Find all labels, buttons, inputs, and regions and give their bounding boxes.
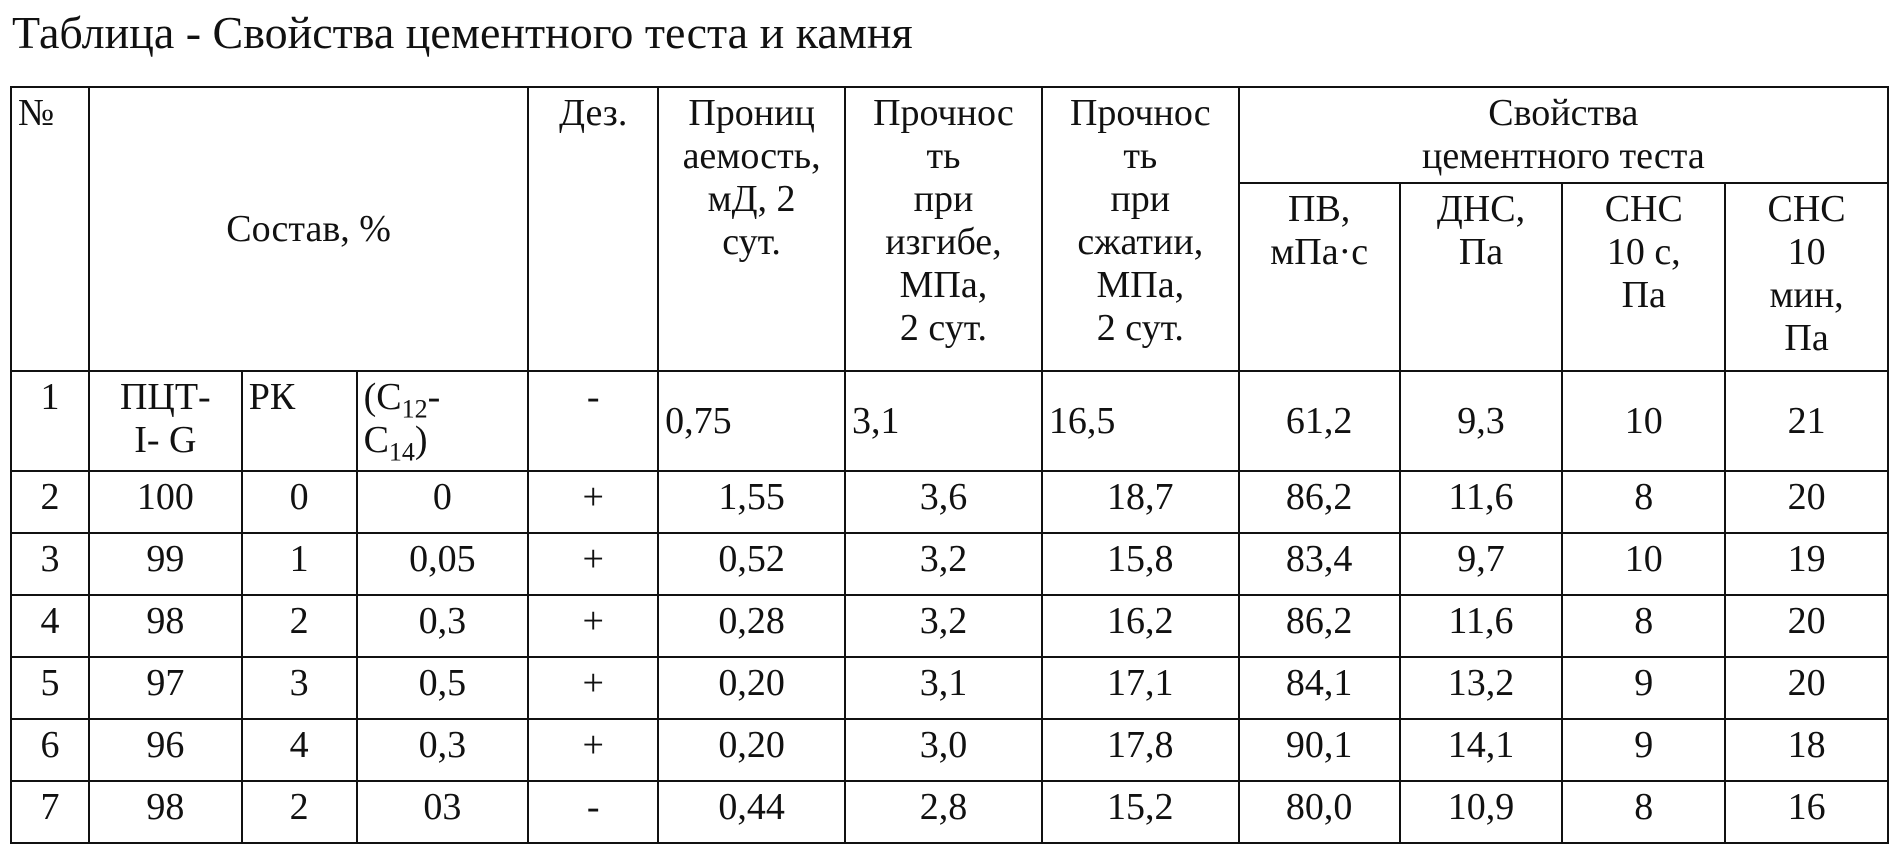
component-alcohol-sub: 12 <box>401 394 428 424</box>
header-pv <box>1239 183 1400 371</box>
header-comp-line: ть <box>1123 135 1158 177</box>
cell-num: 2 <box>11 471 89 533</box>
cell-permeability: 0,52 <box>658 533 845 595</box>
cell-bending: 3,6 <box>845 471 1042 533</box>
header-perm-line: мД, 2 <box>707 178 796 220</box>
cell-sns-10min: 19 <box>1725 533 1888 595</box>
cell-num: 5 <box>11 657 89 719</box>
header-bend-line: при <box>913 178 974 220</box>
cell-permeability: 0,75 <box>658 371 845 471</box>
cell-alcohol: 0,5 <box>357 657 529 719</box>
cell-sns-10s: 8 <box>1562 595 1725 657</box>
cell-permeability: 0,28 <box>658 595 845 657</box>
header-num: № <box>11 87 89 371</box>
cell-rk: 3 <box>242 657 357 719</box>
cell-pv: 90,1 <box>1239 719 1400 781</box>
header-comp-line: 2 сут. <box>1096 307 1184 349</box>
cell-sns-10min: 21 <box>1725 371 1888 471</box>
cell-num: 4 <box>11 595 89 657</box>
component-alcohol-part: C <box>363 419 389 461</box>
table-caption: Таблица - Свойства цементного теста и камня <box>12 7 913 58</box>
header-bend-line: ть <box>926 135 961 177</box>
cement-properties-table <box>10 86 1889 844</box>
cell-dez: + <box>528 719 658 781</box>
component-cement-label <box>89 371 242 471</box>
header-compressive-strength <box>1042 87 1239 371</box>
header-dns-line: Па <box>1458 231 1504 273</box>
cell-dns: 9,3 <box>1400 371 1563 471</box>
component-cement-line: ПЦТ- <box>119 376 211 418</box>
component-rk-label: РК <box>242 371 357 471</box>
cell-bending: 3,1 <box>845 657 1042 719</box>
header-pv-line: ПВ, <box>1288 188 1351 230</box>
header-sns10s-line: 10 с, <box>1606 231 1681 273</box>
cell-bending: 2,8 <box>845 781 1042 843</box>
cell-cement: 100 <box>89 471 242 533</box>
header-perm-line: аемость, <box>682 135 821 177</box>
cell-compressive: 17,1 <box>1042 657 1239 719</box>
table-row <box>11 657 1888 719</box>
table-row <box>11 371 1888 471</box>
header-bending-strength <box>845 87 1042 371</box>
cell-pv: 86,2 <box>1239 471 1400 533</box>
header-comp-line: при <box>1110 178 1171 220</box>
component-alcohol-part: ) <box>414 419 428 461</box>
table-row <box>11 533 1888 595</box>
cell-dez: + <box>528 595 658 657</box>
cell-alcohol: 0,05 <box>357 533 529 595</box>
cell-bending: 3,2 <box>845 595 1042 657</box>
cell-cement: 97 <box>89 657 242 719</box>
header-sns10m-line: 10 <box>1787 231 1826 273</box>
header-bend-line: изгибе, <box>885 221 1002 263</box>
component-alcohol-part: - <box>427 376 441 418</box>
header-row-top <box>11 87 1888 183</box>
cell-dns: 11,6 <box>1400 471 1563 533</box>
cell-alcohol: 0,3 <box>357 595 529 657</box>
cell-bending: 3,1 <box>845 371 1042 471</box>
cell-compressive: 15,2 <box>1042 781 1239 843</box>
cell-sns-10min: 20 <box>1725 595 1888 657</box>
cell-rk: 1 <box>242 533 357 595</box>
cell-permeability: 0,20 <box>658 719 845 781</box>
cell-cement: 98 <box>89 595 242 657</box>
header-sns10s-line: Па <box>1621 274 1666 316</box>
cell-pv: 86,2 <box>1239 595 1400 657</box>
cell-dns: 11,6 <box>1400 595 1563 657</box>
header-perm-line: Прониц <box>688 92 815 134</box>
cell-rk: 2 <box>242 781 357 843</box>
table-row <box>11 719 1888 781</box>
table-row <box>11 595 1888 657</box>
cell-dns: 9,7 <box>1400 533 1563 595</box>
component-alcohol-label <box>357 371 529 471</box>
component-alcohol-part: (C <box>363 376 402 418</box>
cell-alcohol: 0 <box>357 471 529 533</box>
header-bend-line: Прочнос <box>873 92 1014 134</box>
header-sns10m-line: Па <box>1784 317 1829 359</box>
header-dns-line: ДНС, <box>1436 188 1526 230</box>
cell-dez: - <box>528 781 658 843</box>
component-cement-line: I- G <box>134 419 197 461</box>
header-comp-line: МПа, <box>1096 264 1185 306</box>
header-perm-line: сут. <box>722 221 781 263</box>
header-sns10s-line: СНС <box>1604 188 1683 230</box>
cell-sns-10min: 20 <box>1725 471 1888 533</box>
cell-sns-10s: 8 <box>1562 781 1725 843</box>
cell-sns-10s: 10 <box>1562 371 1725 471</box>
cell-sns-10s: 9 <box>1562 657 1725 719</box>
cell-num: 7 <box>11 781 89 843</box>
cell-pv: 61,2 <box>1239 371 1400 471</box>
header-comp-line: сжатии, <box>1077 221 1204 263</box>
cell-sns-10s: 10 <box>1562 533 1725 595</box>
cell-compressive: 17,8 <box>1042 719 1239 781</box>
header-pv-line: мПа·с <box>1270 231 1369 273</box>
header-paste-line: цементного теста <box>1421 135 1705 177</box>
cell-num: 1 <box>11 371 89 471</box>
header-composition: Состав, % <box>89 87 528 371</box>
header-paste-line: Свойства <box>1488 92 1639 134</box>
cell-sns-10min: 20 <box>1725 657 1888 719</box>
cell-bending: 3,0 <box>845 719 1042 781</box>
cell-permeability: 0,44 <box>658 781 845 843</box>
component-alcohol-sub: 14 <box>388 437 415 467</box>
cell-dez: + <box>528 471 658 533</box>
cell-sns-10s: 9 <box>1562 719 1725 781</box>
header-bend-line: 2 сут. <box>899 307 987 349</box>
cell-dez: + <box>528 657 658 719</box>
cell-cement: 96 <box>89 719 242 781</box>
header-dez: Дез. <box>528 87 658 371</box>
cell-pv: 84,1 <box>1239 657 1400 719</box>
cell-pv: 83,4 <box>1239 533 1400 595</box>
cell-permeability: 0,20 <box>658 657 845 719</box>
cell-dns: 10,9 <box>1400 781 1563 843</box>
cell-pv: 80,0 <box>1239 781 1400 843</box>
cell-sns-10min: 18 <box>1725 719 1888 781</box>
header-paste-properties <box>1239 87 1888 183</box>
cell-alcohol: 0,3 <box>357 719 529 781</box>
header-permeability <box>658 87 845 371</box>
cell-cement: 98 <box>89 781 242 843</box>
cell-compressive: 16,2 <box>1042 595 1239 657</box>
cell-sns-10min: 16 <box>1725 781 1888 843</box>
cell-bending: 3,2 <box>845 533 1042 595</box>
cell-compressive: 15,8 <box>1042 533 1239 595</box>
header-sns10m-line: мин, <box>1769 274 1844 316</box>
cell-sns-10s: 8 <box>1562 471 1725 533</box>
table-row <box>11 781 1888 843</box>
header-bend-line: МПа, <box>899 264 988 306</box>
cell-compressive: 16,5 <box>1042 371 1239 471</box>
header-sns-10s <box>1562 183 1725 371</box>
cell-rk: 2 <box>242 595 357 657</box>
cell-compressive: 18,7 <box>1042 471 1239 533</box>
cell-num: 6 <box>11 719 89 781</box>
header-sns-10min <box>1725 183 1888 371</box>
cell-dns: 14,1 <box>1400 719 1563 781</box>
cell-num: 3 <box>11 533 89 595</box>
header-comp-line: Прочнос <box>1069 92 1211 134</box>
cell-rk: 4 <box>242 719 357 781</box>
header-dns <box>1400 183 1563 371</box>
cell-dez: + <box>528 533 658 595</box>
cell-dez: - <box>528 371 658 471</box>
cell-permeability: 1,55 <box>658 471 845 533</box>
table-row <box>11 471 1888 533</box>
cell-dns: 13,2 <box>1400 657 1563 719</box>
cell-rk: 0 <box>242 471 357 533</box>
cell-alcohol: 03 <box>357 781 529 843</box>
header-sns10m-line: СНС <box>1767 188 1846 230</box>
cell-cement: 99 <box>89 533 242 595</box>
